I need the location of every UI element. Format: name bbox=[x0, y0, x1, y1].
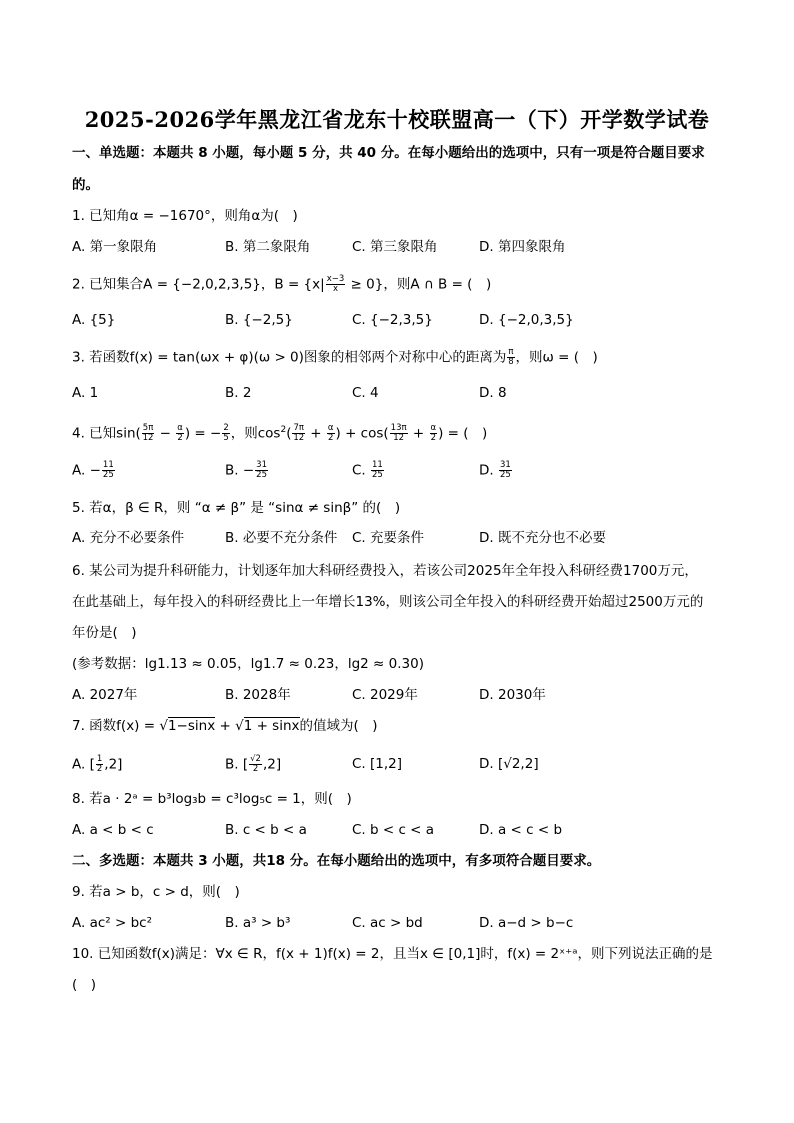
q4-frac-7 bbox=[430, 424, 438, 443]
question-1-options bbox=[72, 238, 732, 256]
q4-option-d bbox=[479, 461, 513, 480]
q7-radicand-1: 1−sinx bbox=[167, 718, 216, 734]
q5-option-c: C. 充要条件 bbox=[352, 530, 425, 546]
question-4 bbox=[72, 421, 732, 443]
q7-radicand-2: 1 + sinx bbox=[243, 718, 300, 734]
q4-option-d-den: 25 bbox=[499, 470, 511, 480]
q4-option-a-num: 11 bbox=[102, 460, 114, 470]
question-3 bbox=[72, 348, 732, 367]
question-5: 5. 若α，β ∈ R，则 “α ≠ β” 是 “sinα ≠ sinβ” 的( ) bbox=[72, 500, 401, 516]
q4-square: 2 bbox=[280, 425, 287, 435]
q2-option-d: D. {−2,0,3,5} bbox=[479, 312, 574, 328]
question-7 bbox=[72, 717, 732, 735]
q3-option-a: A. 1 bbox=[72, 385, 99, 401]
q7-option-a-den: 2 bbox=[96, 764, 103, 774]
q7-option-b-frac bbox=[249, 755, 262, 774]
q9-option-c: C. ac > bd bbox=[352, 915, 423, 931]
q3-frac-den: 8 bbox=[508, 357, 514, 367]
q4-frac-6-num: 13π bbox=[390, 423, 407, 433]
q3-option-c: C. 4 bbox=[352, 385, 379, 401]
q4-option-b-num: 31 bbox=[256, 460, 267, 470]
q4-frac-4 bbox=[292, 424, 305, 443]
q4-frac-5-num: α bbox=[327, 423, 334, 433]
q9-option-d: D. a−d > b−c bbox=[479, 915, 574, 931]
question-6-reference-data: (参考数据：lg1.13 ≈ 0.05，lg1.7 ≈ 0.23，lg2 ≈ 0.30) bbox=[72, 656, 424, 672]
question-9-options bbox=[72, 914, 732, 932]
question-9: 9. 若a > b，c > d，则( ) bbox=[72, 884, 240, 900]
q4-option-b-frac bbox=[255, 461, 268, 480]
q4-frac-6 bbox=[390, 424, 408, 443]
question-8-options bbox=[72, 821, 732, 839]
q4-option-a-frac bbox=[102, 461, 115, 480]
q3-stem-pre: 3. 若函数f(x) = tan(ωx + φ)(ω > 0)图象的相邻两个对称中心的距离为 bbox=[72, 349, 507, 366]
q1-option-d: D. 第四象限角 bbox=[479, 239, 566, 255]
q7-option-a-post: ,2] bbox=[104, 756, 123, 773]
q7-radical-2: √1 + sinx bbox=[235, 718, 300, 734]
question-3-options bbox=[72, 384, 732, 402]
q4-frac-4-den: 12 bbox=[293, 433, 305, 443]
q4-frac-7-num: α bbox=[430, 423, 437, 433]
q6-option-c: C. 2029年 bbox=[352, 687, 418, 703]
q4-frac-3 bbox=[222, 424, 229, 443]
q4-part-9: ) = ( ) bbox=[438, 425, 488, 442]
q4-frac-6-den: 12 bbox=[393, 433, 405, 443]
q2-option-b: B. {−2,5} bbox=[225, 312, 293, 328]
section-single-choice: 一、单选题：本题共 8 小题，每小题 5 分，共 40 分。在每小题给出的选项中，只有一项是符合题目要求 bbox=[72, 145, 705, 161]
q7-option-b-pre: B. [ bbox=[225, 756, 249, 773]
q7-option-a-num: 1 bbox=[96, 754, 103, 764]
q4-frac-1-den: 12 bbox=[142, 433, 154, 443]
question-2 bbox=[72, 275, 732, 294]
q2-option-a: A. {5} bbox=[72, 312, 116, 328]
q4-frac-3-den: 5 bbox=[223, 433, 229, 443]
q4-option-b-letter: B. − bbox=[225, 462, 255, 479]
q3-frac-num: π bbox=[508, 347, 514, 357]
q3-stem-post: ，则ω = ( ) bbox=[515, 349, 598, 366]
q4-option-a-letter: A. − bbox=[72, 462, 101, 479]
q2-frac-num: x−3 bbox=[326, 274, 345, 284]
section-single-choice-cont: 的。 bbox=[72, 177, 99, 193]
q7-option-a bbox=[72, 755, 122, 774]
q2-stem-pre: 2. 已知集合A = {−2,0,2,3,5}，B = {x| bbox=[72, 276, 325, 293]
q4-option-c-num: 11 bbox=[372, 460, 383, 470]
q9-option-a: A. ac² > bc² bbox=[72, 915, 152, 931]
q4-frac-3-num: 2 bbox=[223, 423, 229, 433]
q4-frac-1 bbox=[142, 424, 155, 443]
question-1: 1. 已知角α = −1670°，则角α为( ) bbox=[72, 208, 298, 224]
q5-option-b: B. 必要不充分条件 bbox=[225, 530, 338, 546]
q2-option-c: C. {−2,3,5} bbox=[352, 312, 433, 328]
q4-frac-7-den: 2 bbox=[430, 433, 437, 443]
q4-part-8: + bbox=[408, 425, 429, 442]
q4-option-d-letter: D. bbox=[479, 462, 498, 479]
q6-option-d: D. 2030年 bbox=[479, 687, 546, 703]
q4-option-d-num: 31 bbox=[499, 460, 511, 470]
q8-option-a: A. a < b < c bbox=[72, 822, 154, 838]
q8-option-d: D. a < c < b bbox=[479, 822, 563, 838]
question-7-options bbox=[72, 755, 732, 773]
q4-part-3: ) = − bbox=[184, 425, 222, 442]
q7-stem-mid: + bbox=[215, 718, 236, 734]
q4-option-b bbox=[225, 461, 269, 480]
q7-option-b-post: ,2] bbox=[262, 756, 282, 773]
question-6-line-1: 6. 某公司为提升科研能力，计划逐年加大科研经费投入，若该公司2025年全年投入科研经费1700万元， bbox=[72, 563, 698, 579]
section-multiple-choice: 二、多选题：本题共 3 小题，共18 分。在每小题给出的选项中，有多项符合题目要求。 bbox=[72, 853, 601, 869]
q6-option-b: B. 2028年 bbox=[225, 687, 291, 703]
q3-option-d: D. 8 bbox=[479, 385, 507, 401]
q7-stem-post: 的值域为( ) bbox=[299, 718, 378, 734]
q3-fraction bbox=[507, 348, 514, 367]
q4-part-1: 4. 已知sin( bbox=[72, 425, 141, 442]
q7-stem-pre: 7. 函数f(x) = bbox=[72, 718, 160, 734]
q9-option-b: B. a³ > b³ bbox=[225, 915, 291, 931]
q4-option-a bbox=[72, 461, 116, 480]
q4-part-5: ( bbox=[286, 425, 292, 442]
q8-option-b: B. c < b < a bbox=[225, 822, 307, 838]
q7-option-c: C. [1,2] bbox=[352, 756, 403, 772]
q4-option-d-frac bbox=[499, 461, 512, 480]
q1-option-a: A. 第一象限角 bbox=[72, 239, 158, 255]
q1-option-b: B. 第二象限角 bbox=[225, 239, 311, 255]
q7-option-a-frac bbox=[96, 755, 103, 774]
q4-frac-2-num: α bbox=[177, 423, 183, 433]
q4-frac-2 bbox=[176, 424, 184, 443]
q5-option-a: A. 充分不必要条件 bbox=[72, 530, 185, 546]
q4-part-4: ，则cos bbox=[230, 425, 281, 442]
q4-frac-4-num: 7π bbox=[293, 423, 304, 433]
q4-option-b-den: 25 bbox=[256, 470, 267, 480]
question-6-line-3: 年份是( ) bbox=[72, 625, 137, 641]
q7-option-b-den: 2 bbox=[252, 764, 259, 774]
q2-frac-den: x bbox=[332, 284, 338, 294]
q4-frac-2-den: 2 bbox=[177, 433, 183, 443]
q4-frac-5-den: 2 bbox=[328, 433, 334, 443]
q4-option-c-den: 25 bbox=[372, 470, 383, 480]
q4-frac-1-num: 5π bbox=[142, 423, 154, 433]
q7-option-b bbox=[225, 755, 281, 774]
question-5-options bbox=[72, 529, 732, 547]
question-4-options bbox=[72, 461, 732, 479]
q2-fraction bbox=[326, 275, 346, 294]
q4-frac-5 bbox=[327, 424, 335, 443]
q4-part-6: + bbox=[306, 425, 326, 442]
q7-option-b-num: √2 bbox=[250, 754, 261, 764]
q4-option-c bbox=[352, 461, 385, 480]
q4-option-a-den: 25 bbox=[102, 470, 114, 480]
q7-option-d: D. [√2,2] bbox=[479, 756, 539, 772]
q4-part-7: ) + cos( bbox=[335, 425, 389, 442]
question-6-options bbox=[72, 686, 732, 704]
q4-part-2: − bbox=[155, 425, 176, 442]
q5-option-d: D. 既不充分也不必要 bbox=[479, 530, 606, 546]
q6-option-a: A. 2027年 bbox=[72, 687, 138, 703]
question-10-line-2: ( ) bbox=[72, 977, 97, 993]
q4-option-c-letter: C. bbox=[352, 462, 371, 479]
question-10-line-1: 10. 已知函数f(x)满足：∀x ∈ R，f(x + 1)f(x) = 2，且当x ∈ [0,1]时，f(x) = 2ˣ⁺ᵃ，则下列说法正确的是 bbox=[72, 946, 713, 962]
question-2-options bbox=[72, 311, 732, 329]
q2-stem-post: ≥ 0}，则A ∩ B = ( ) bbox=[346, 276, 492, 293]
exam-title: 2025-2026学年黑龙江省龙东十校联盟高一（下）开学数学试卷 bbox=[84, 107, 710, 132]
q8-option-c: C. b < c < a bbox=[352, 822, 435, 838]
q4-option-c-frac bbox=[371, 461, 384, 480]
question-6-line-2: 在此基础上，每年投入的科研经费比上一年增长13%，则该公司全年投入的科研经费开始超过2500万元的 bbox=[72, 594, 704, 610]
q3-option-b: B. 2 bbox=[225, 385, 252, 401]
question-8: 8. 若a · 2ᵃ = b³log₃b = c³log₅c = 1，则( ) bbox=[72, 791, 352, 807]
q7-option-a-pre: A. [ bbox=[72, 756, 95, 773]
q1-option-c: C. 第三象限角 bbox=[352, 239, 438, 255]
q7-radical-1: √1−sinx bbox=[159, 718, 216, 734]
